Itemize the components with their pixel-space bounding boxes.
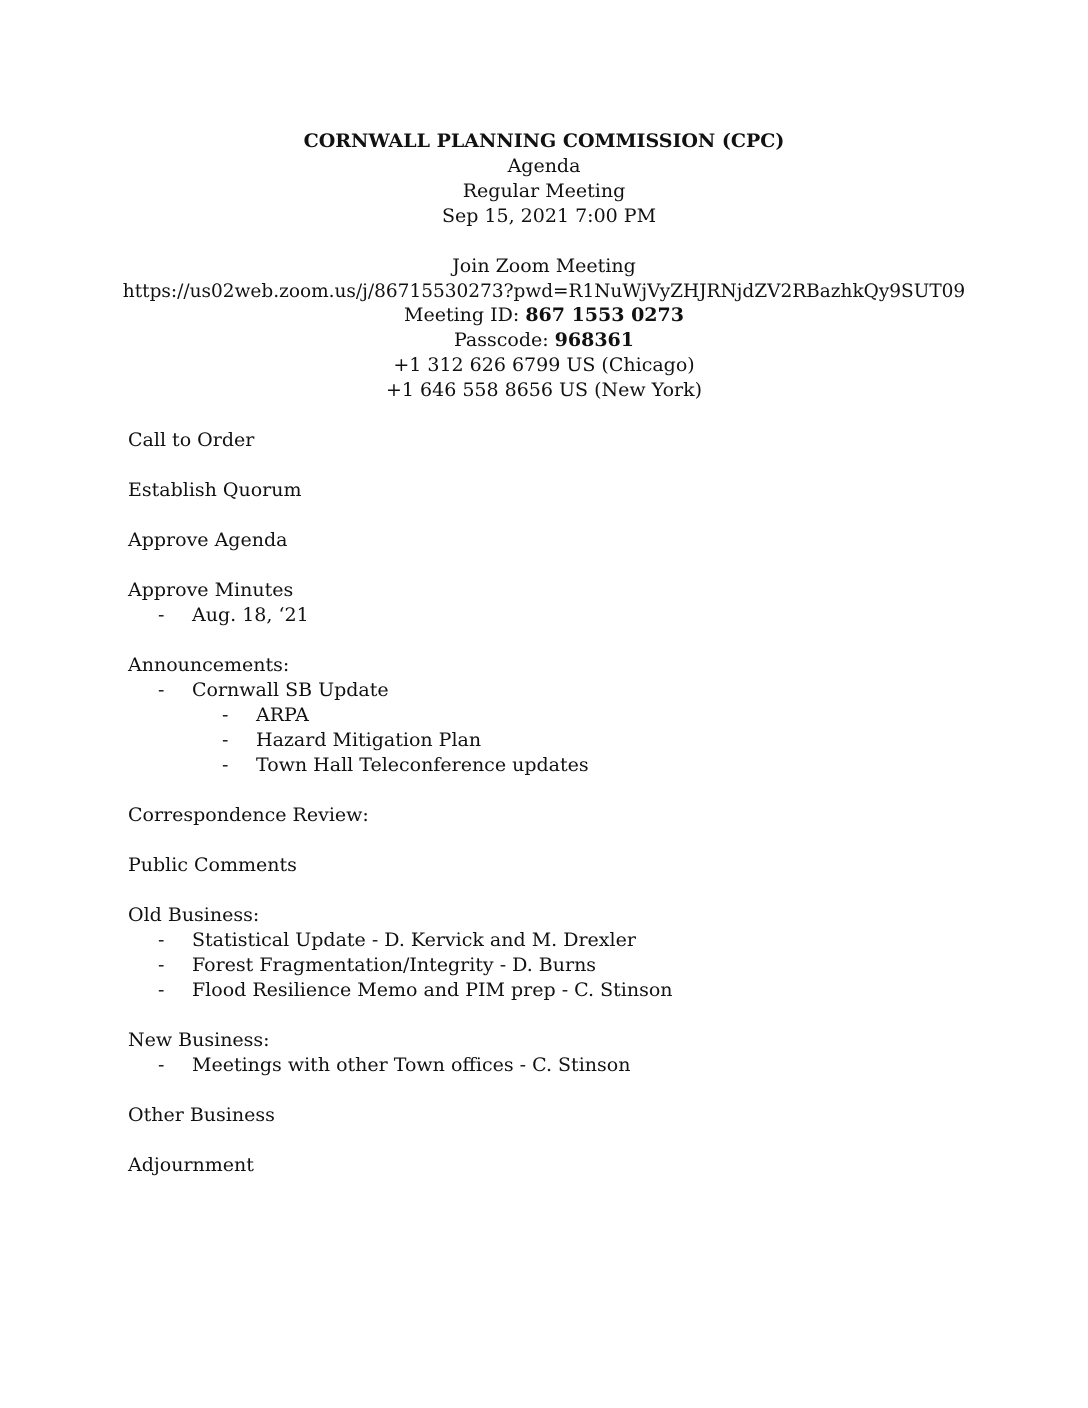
- meeting-date-time: Sep 15, 2021 7:00 PM: [441, 205, 657, 227]
- agenda-old-business: Old Business:: [128, 904, 260, 926]
- sb-update-item: Town Hall Teleconference updates: [256, 754, 589, 776]
- agenda-call-to-order: Call to Order: [128, 429, 255, 451]
- meeting-id-label: Meeting ID:: [404, 304, 526, 326]
- phone-new-york: +1 646 558 8656 US (New York): [385, 379, 703, 401]
- zoom-meeting-link[interactable]: https://us02web.zoom.us/j/86715530273?pwd=R1NuWjVyZHJRNjdZV2RBazhkQy9SUT09: [122, 281, 966, 302]
- agenda-public-comments: Public Comments: [128, 854, 297, 876]
- bullet-dash: -: [222, 704, 229, 726]
- bullet-dash: -: [158, 1054, 165, 1076]
- document-subtitle: Agenda: [507, 155, 581, 177]
- meeting-type: Regular Meeting: [462, 180, 626, 202]
- minutes-item: Aug. 18, ‘21: [192, 604, 309, 626]
- zoom-heading: Join Zoom Meeting: [452, 255, 636, 277]
- bullet-dash: -: [158, 954, 165, 976]
- bullet-dash: -: [222, 754, 229, 776]
- bullet-dash: -: [158, 604, 165, 626]
- agenda-announcements: Announcements:: [128, 654, 290, 676]
- agenda-adjournment: Adjournment: [128, 1154, 254, 1176]
- passcode-label: Passcode:: [453, 329, 555, 351]
- agenda-new-business: New Business:: [128, 1029, 270, 1051]
- bullet-dash: -: [158, 679, 165, 701]
- agenda-approve-agenda: Approve Agenda: [128, 529, 288, 551]
- new-business-item: Meetings with other Town offices - C. Stinson: [192, 1054, 631, 1076]
- old-business-item: Statistical Update - D. Kervick and M. Drexler: [192, 929, 636, 951]
- sb-update-item: Hazard Mitigation Plan: [256, 729, 482, 751]
- bullet-dash: -: [158, 979, 165, 1001]
- document-title: CORNWALL PLANNING COMMISSION (CPC): [303, 130, 785, 152]
- zoom-meeting-id: [0, 303, 1088, 328]
- zoom-passcode: [0, 328, 1088, 353]
- agenda-other-business: Other Business: [128, 1104, 275, 1126]
- bullet-dash: -: [158, 929, 165, 951]
- announcement-item: Cornwall SB Update: [192, 679, 389, 701]
- bullet-dash: -: [222, 729, 229, 751]
- agenda-correspondence-review: Correspondence Review:: [128, 804, 369, 826]
- meeting-id-value: 867 1553 0273: [525, 304, 684, 326]
- agenda-establish-quorum: Establish Quorum: [128, 479, 302, 501]
- old-business-item: Forest Fragmentation/Integrity - D. Burns: [192, 954, 597, 976]
- passcode-value: 968361: [554, 329, 634, 351]
- sb-update-item: ARPA: [256, 704, 309, 726]
- phone-chicago: +1 312 626 6799 US (Chicago): [393, 354, 695, 376]
- agenda-approve-minutes: Approve Minutes: [128, 579, 294, 601]
- old-business-item: Flood Resilience Memo and PIM prep - C. Stinson: [192, 979, 673, 1001]
